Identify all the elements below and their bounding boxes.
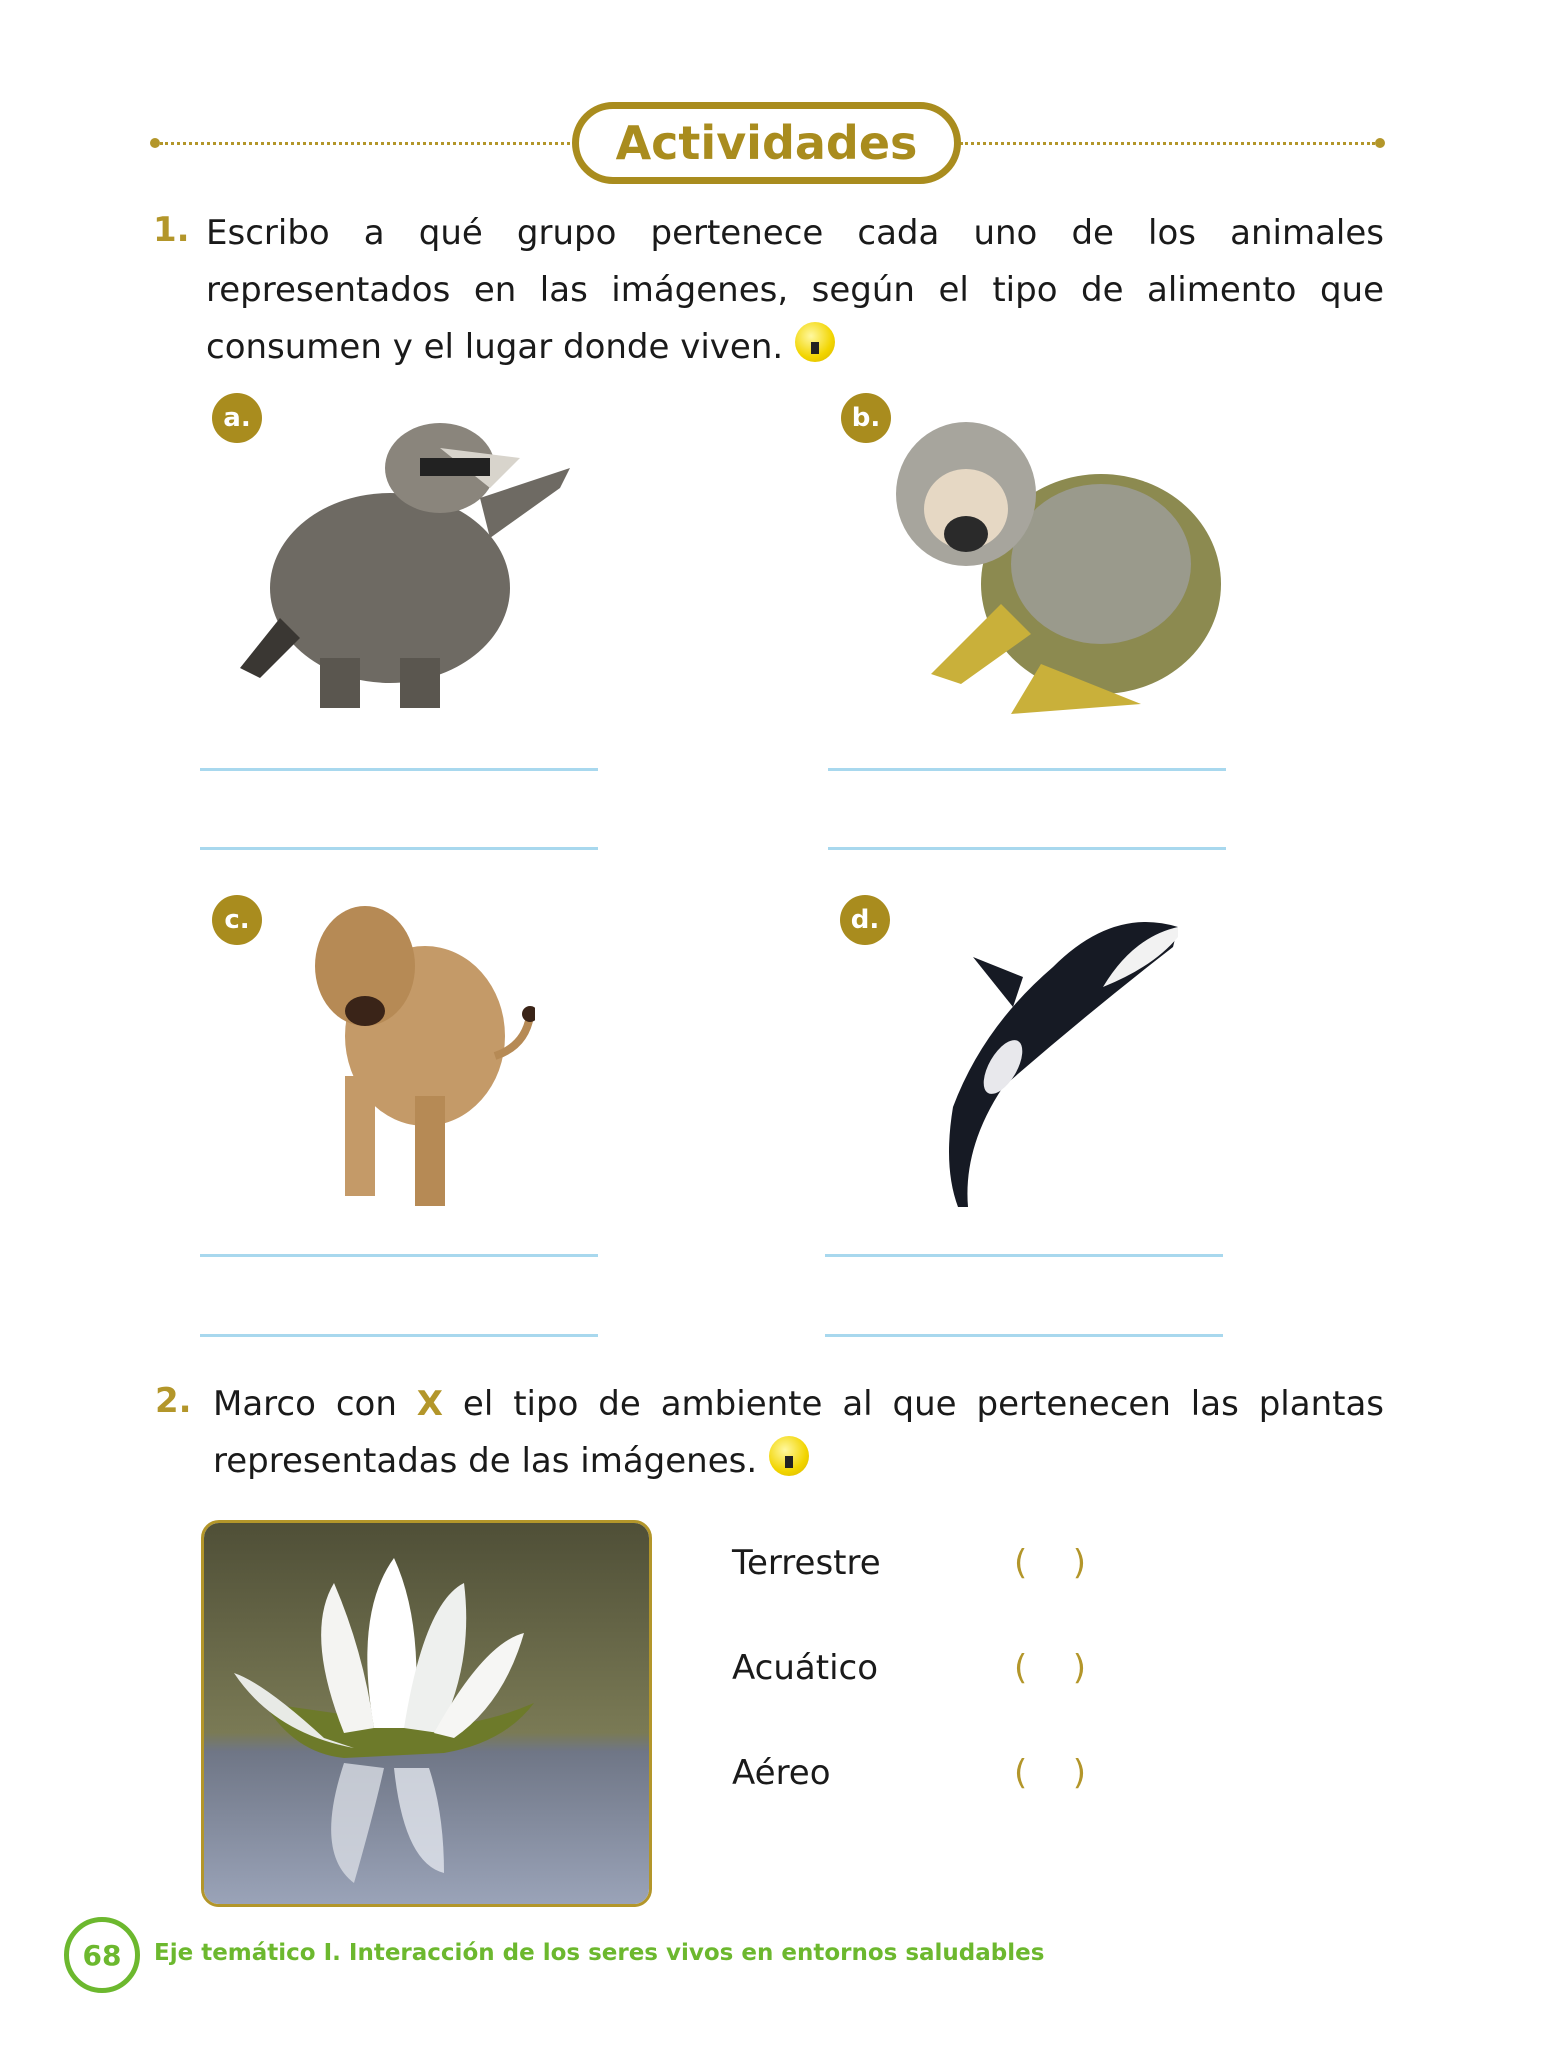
header-line-end-dot — [1375, 138, 1385, 148]
option-terrestre-label: Terrestre — [732, 1543, 881, 1583]
lightbulb-icon — [795, 322, 835, 362]
raccoon-image — [230, 388, 592, 723]
activity-number: 2. — [155, 1381, 192, 1421]
answer-line-a-2[interactable] — [200, 847, 598, 850]
lioness-image — [305, 896, 535, 1221]
option-terrestre-checkbox[interactable] — [1014, 1543, 1086, 1583]
item-badge-a: a. — [212, 393, 262, 443]
option-acuatico-label: Acuático — [732, 1648, 879, 1688]
answer-line-d-1[interactable] — [825, 1254, 1223, 1257]
instruction-text: Escribo a qué grupo pertenece cada uno de los animales representados en las imágenes, según el tipo de alimento que consumen y el lugar donde viven. — [206, 213, 1384, 367]
header-dotted-line-right — [960, 142, 1375, 145]
paren-close: ) — [1072, 1648, 1086, 1688]
answer-line-d-2[interactable] — [825, 1334, 1223, 1337]
water-lily-image — [201, 1520, 652, 1907]
header-line-end-dot — [150, 138, 160, 148]
activity-1-instructions — [206, 205, 1384, 376]
answer-line-b-1[interactable] — [828, 768, 1226, 771]
activity-2-instructions — [213, 1376, 1384, 1490]
mark-x: X — [416, 1384, 444, 1424]
footer-axis-title: Eje temático I. Interacción de los seres vivos en entornos saludables — [154, 1940, 1045, 1966]
option-acuatico-checkbox[interactable] — [1014, 1648, 1086, 1688]
option-aereo-checkbox[interactable] — [1014, 1753, 1086, 1793]
paren-open: ( — [1014, 1648, 1028, 1688]
instruction-text: el tipo de ambiente al que pertenecen las plantas representadas de las imágenes. — [213, 1384, 1385, 1481]
squirrel-monkey-image — [891, 414, 1231, 729]
instruction-text: Marco con — [213, 1384, 417, 1424]
option-aereo-label: Aéreo — [732, 1753, 831, 1793]
answer-line-a-1[interactable] — [200, 768, 598, 771]
item-badge-b: b. — [841, 393, 891, 443]
page-number: 68 — [64, 1917, 140, 1993]
activity-number: 1. — [153, 210, 190, 250]
paren-close: ) — [1072, 1753, 1086, 1793]
answer-line-c-2[interactable] — [200, 1334, 598, 1337]
lightbulb-icon — [769, 1436, 809, 1476]
header-dotted-line-left — [160, 142, 570, 145]
answer-line-c-1[interactable] — [200, 1254, 598, 1257]
paren-close: ) — [1072, 1543, 1086, 1583]
paren-open: ( — [1014, 1543, 1028, 1583]
paren-open: ( — [1014, 1753, 1028, 1793]
section-title: Actividades — [572, 102, 961, 184]
orca-image — [933, 907, 1183, 1212]
item-badge-c: c. — [212, 895, 262, 945]
item-badge-d: d. — [840, 895, 890, 945]
answer-line-b-2[interactable] — [828, 847, 1226, 850]
